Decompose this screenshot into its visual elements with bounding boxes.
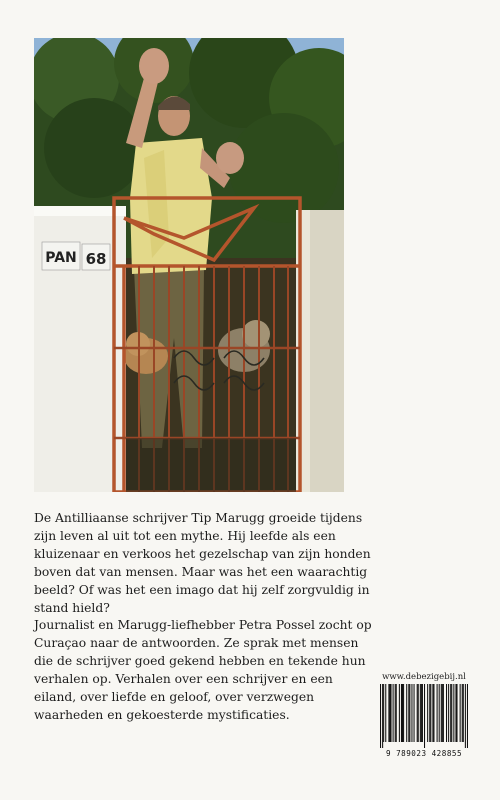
publisher-website: www.debezigebij.nl <box>382 672 466 682</box>
back-cover-blurb <box>34 510 374 725</box>
isbn-number: 9 789023 428855 <box>385 749 463 758</box>
barcode-block <box>380 672 468 758</box>
house-plaque-text: PAN <box>45 250 77 266</box>
house-number-text: 68 <box>85 250 107 268</box>
isbn-barcode <box>380 684 468 748</box>
blurb-paragraph-2: Journalist en Marugg-liefhebber Petra Possel zocht op Curaçao naar de antwoorden. Ze sprak met mensen die de schrijver goed gekend hebben en tekende hun verhalen op. Verhalen over een schrijver en een eiland, over liefde en geloof, over verzwegen waarheden en gekoesterde mystificaties. <box>34 618 372 722</box>
cover-photo <box>34 38 344 492</box>
photo-illustration <box>34 38 344 492</box>
blurb-paragraph-1: De Antilliaanse schrijver Tip Marugg groeide tijdens zijn leven al uit tot een mythe. Hij leefde als een kluizenaar en verkoos het gezelschap van zijn honden boven dat van mensen. Maar was het een waarachtig beeld? Of was het een imago dat hij zelf zorgvuldig in stand hield? <box>34 511 371 615</box>
